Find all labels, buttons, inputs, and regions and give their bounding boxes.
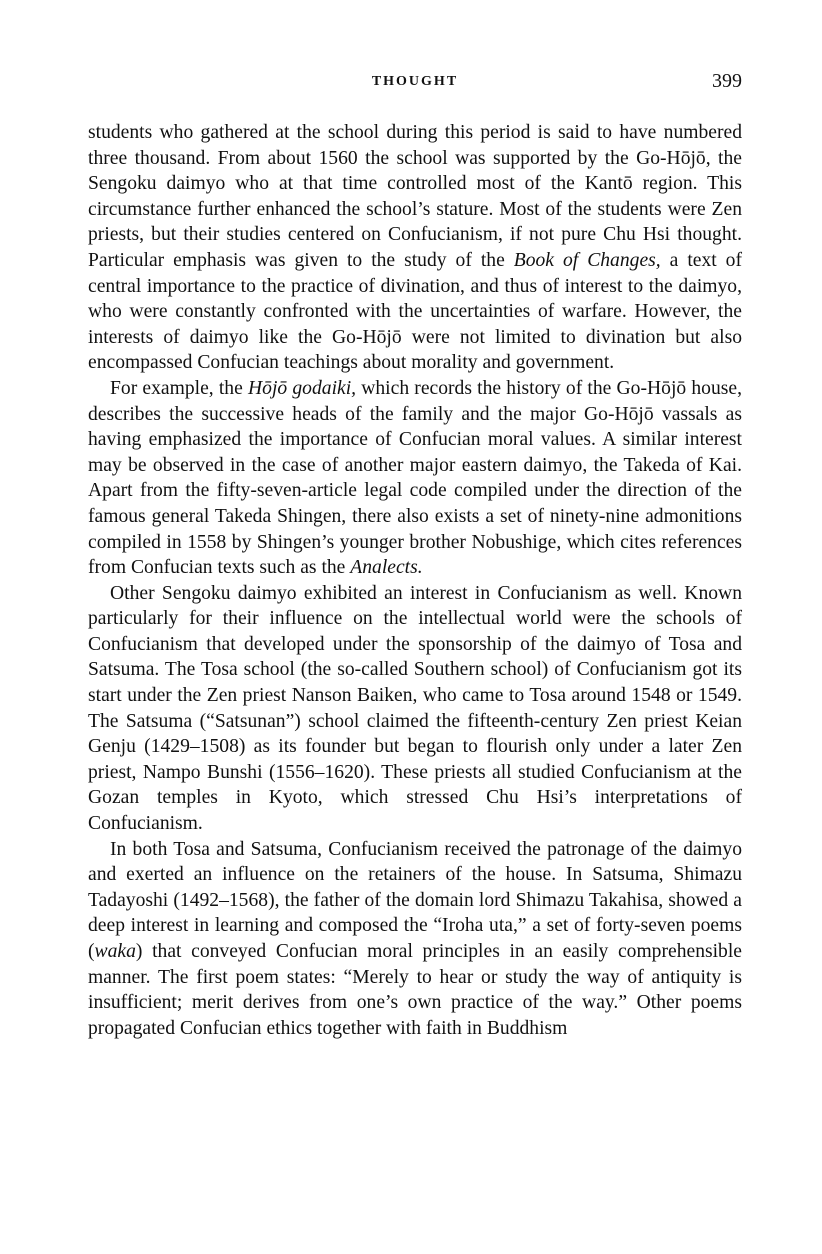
body-text bbox=[88, 120, 742, 1041]
paragraph-3-text: Other Sengoku daimyo exhibited an interest in Confucianism as well. Known particularly for their influence on the intellectual world were the schools of Confucianism that developed under the sponsorship of the daimyo of Tosa and Satsuma. The Tosa school (the so-called Southern school) of Confucianism got its start under the Zen priest Nanson Baiken, who came to Tosa around 1548 or 1549. The Satsuma (“Satsunan”) school claimed the fifteenth-century Zen priest Keian Genju (1429–1508) as its founder but began to flourish only under a later Zen priest, Nampo Bunshi (1556–1620). These priests all studied Confucianism at the Gozan temples in Kyoto, which stressed Chu Hsi’s interpretations of Confucianism. bbox=[88, 582, 742, 835]
book-title-hojo-godaiki: Hōjō godaiki, bbox=[248, 377, 357, 399]
book-page bbox=[88, 70, 742, 1041]
running-head bbox=[88, 70, 742, 98]
book-title-book-of-changes: Book of Changes, bbox=[513, 249, 661, 271]
page-number: 399 bbox=[712, 70, 742, 92]
running-title: THOUGHT bbox=[371, 74, 459, 89]
paragraph-2-text-b: which records the history of the Go-Hōjō house, describes the successive heads of the family and the major Go-Hōjō vassals as having emphasized the importance of Confucian moral values. A similar interest may be observed in the case of another major eastern daimyo, the Takeda of Kai. Apart from the fifty-seven-article legal code compiled under the direction of the famous general Takeda Shingen, there also exists a set of ninety-nine admonitions compiled in 1558 by Shingen’s younger brother Nobushige, which cites references from Confucian texts such as the bbox=[88, 377, 742, 579]
paragraph-4 bbox=[88, 837, 742, 1042]
paragraph-4-text-b: ) that conveyed Confucian moral principles in an easily comprehensible manner. The first poem states: “Merely to hear or study the way of antiquity is insufficient; merit derives from one’s own practice of the way.” Other poems propagated Confucian ethics together with faith in Buddhism bbox=[88, 941, 742, 1039]
paragraph-2 bbox=[88, 376, 742, 581]
paragraph-1-text-b: a text of central importance to the practice of divination, and thus of interest to the daimyo, who were constantly confronted with the uncertainties of warfare. However, the interests of daimyo like the Go-Hōjō were not limited to divination but also encompassed Confucian teachings about morality and government. bbox=[88, 249, 742, 374]
paragraph-1 bbox=[88, 120, 742, 376]
paragraph-2-text-a: For example, the bbox=[110, 377, 248, 399]
paragraph-1-text-a: students who gathered at the school during this period is said to have numbered three thousand. From about 1560 the school was supported by the Go-Hōjō, the Sengoku daimyo who at that time controlled most of the Kantō region. This circumstance further enhanced the school’s stature. Most of the students were Zen priests, but their studies centered on Confucianism, if not pure Chu Hsi thought. Particular emphasis was given to the study of the bbox=[88, 122, 742, 271]
book-title-analects: Analects. bbox=[350, 557, 423, 579]
paragraph-4-text-a: In both Tosa and Satsuma, Confucianism received the patronage of the daimyo and exerted an influence on the retainers of the house. In Satsuma, Shimazu Tadayoshi (1492–1568), the father of the domain lord Shimazu Takahisa, showed a deep interest in learning and composed the “Iroha uta,” a set of forty-seven poems ( bbox=[88, 838, 742, 962]
term-waka: waka bbox=[94, 941, 136, 962]
paragraph-3 bbox=[88, 581, 742, 837]
